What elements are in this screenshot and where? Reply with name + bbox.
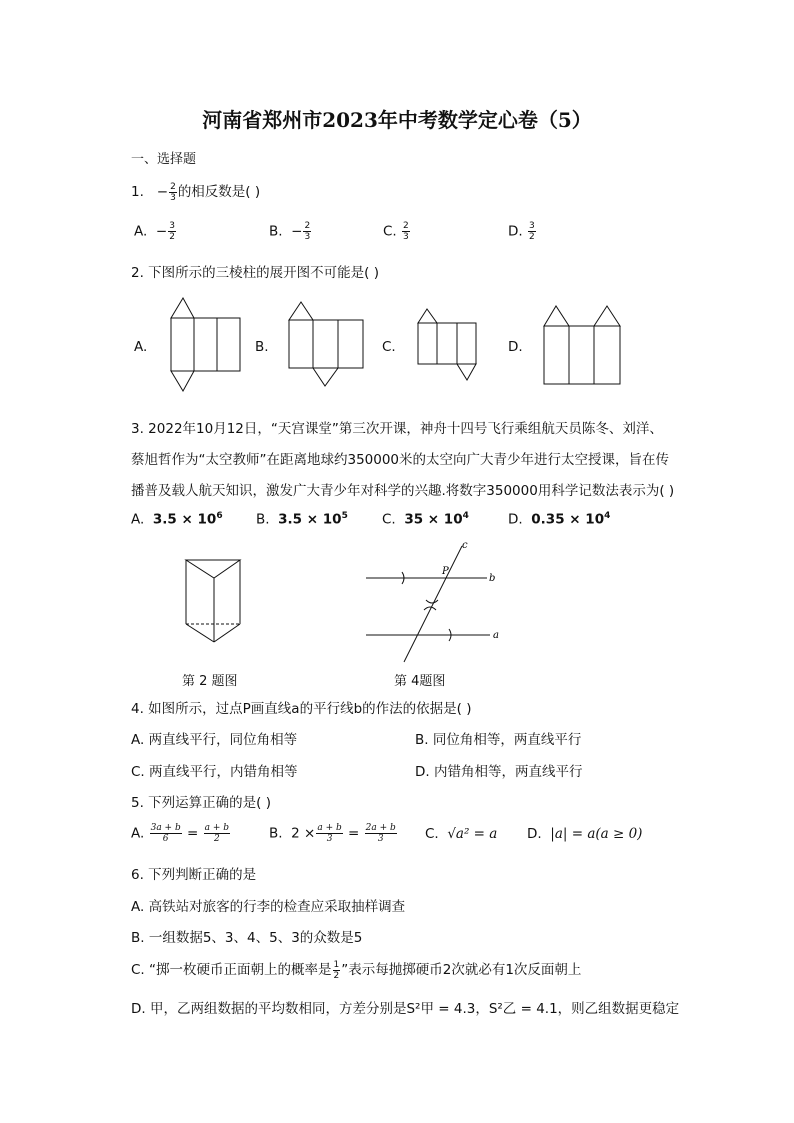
question-5-stem: 5. 下列运算正确的是( ) [131, 795, 271, 811]
label-a: a [493, 630, 499, 641]
q4-option-a[interactable]: A. 两直线平行，同位角相等 [131, 732, 298, 748]
triangular-prism-figure [184, 556, 244, 646]
parallel-construction-figure [362, 540, 507, 665]
q5-option-d[interactable]: D. |a| = a(a ≥ 0) [527, 826, 643, 842]
question-6-stem: 6. 下列判断正确的是 [131, 867, 257, 883]
page-title: 河南省郑州市2023年中考数学定心卷（5） [202, 108, 592, 132]
label-p: P [442, 566, 449, 577]
q2-option-a[interactable]: A. [134, 339, 148, 355]
question-3-line-2: 蔡旭哲作为“太空教师”在距离地球约350000米的太空向广大青少年进行太空授课，旨在传 [131, 452, 670, 468]
figure-caption-2: 第 2 题图 [182, 674, 238, 689]
q2-option-b[interactable]: B. [255, 339, 269, 355]
figure-caption-4: 第 4题图 [394, 674, 446, 689]
q3-option-c[interactable]: C. $35 \times 10^4$ [382, 511, 469, 528]
q4-option-b[interactable]: B. 同位角相等，两直线平行 [415, 732, 582, 748]
fraction: $\frac{2}{3}$ [170, 181, 176, 203]
question-1-stem: 1. − $\frac{2}{3}$ 的相反数是( ) [131, 181, 261, 203]
q6-option-d[interactable]: D. 甲，乙两组数据的平均数相同，方差分别是S²甲 = 4.3，S²乙 = 4.1，则乙组数据更稳定 [131, 1001, 680, 1017]
section-heading: 一、选择题 [131, 152, 197, 167]
q3-option-d[interactable]: D. $0.35 \times 10^4$ [508, 511, 611, 528]
question-3-line-3: 播普及载人航天知识，激发广大青少年对科学的兴趣.将数字350000用科学记数法表示为( ) [131, 483, 675, 499]
q6-option-a[interactable]: A. 高铁站对旅客的行李的检查应采取抽样调查 [131, 899, 406, 915]
q4-option-d[interactable]: D. 内错角相等，两直线平行 [415, 764, 583, 780]
q6-option-c[interactable]: C. “掷一枚硬币正面朝上的概率是 $\frac{1}{2}$ ”表示每抛掷硬币2次就必有1次反面朝上 [131, 959, 582, 981]
question-3-line-1: 3. 2022年10月12日，“天宫课堂”第三次开课，神舟十四号飞行乘组航天员陈冬、刘洋、 [131, 421, 663, 437]
q5-option-a[interactable]: A. $\frac{3a + b}{6}$ = $\frac{a + b}{2}$ [131, 823, 230, 844]
q3-option-a[interactable]: A. $3.5 \times 10^6$ [131, 511, 223, 528]
q5-option-b[interactable]: B. 2 × $\frac{a + b}{3}$ = $\frac{2a + b}{3}$ [269, 823, 396, 844]
q2-option-d[interactable]: D. [508, 339, 523, 355]
q1-option-b[interactable]: B. − $\frac{2}{3}$ [269, 221, 311, 242]
q3-option-b[interactable]: B. $3.5 \times 10^5$ [256, 511, 348, 528]
q1-option-a[interactable]: A. − $\frac{3}{2}$ [134, 221, 175, 242]
q2-option-c[interactable]: C. [382, 339, 396, 355]
q5-option-c[interactable]: C. √a² = a [425, 826, 498, 842]
q6-option-b[interactable]: B. 一组数据5、3、4、5、3的众数是5 [131, 930, 363, 946]
label-b: b [489, 573, 496, 584]
question-2-stem: 2. 下图所示的三棱柱的展开图不可能是( ) [131, 265, 379, 281]
label-c: c [462, 540, 468, 551]
prism-net-b [287, 300, 365, 390]
prism-net-c [416, 308, 478, 384]
q1-option-d[interactable]: D. $\frac{3}{2}$ [508, 221, 535, 242]
question-4-stem: 4. 如图所示，过点P画直线a的平行线b的作法的依据是( ) [131, 701, 472, 717]
prism-net-d [542, 302, 622, 386]
prism-net-a [168, 296, 243, 396]
q1-option-c[interactable]: C. $\frac{2}{3}$ [383, 221, 409, 242]
q4-option-c[interactable]: C. 两直线平行，内错角相等 [131, 764, 298, 780]
